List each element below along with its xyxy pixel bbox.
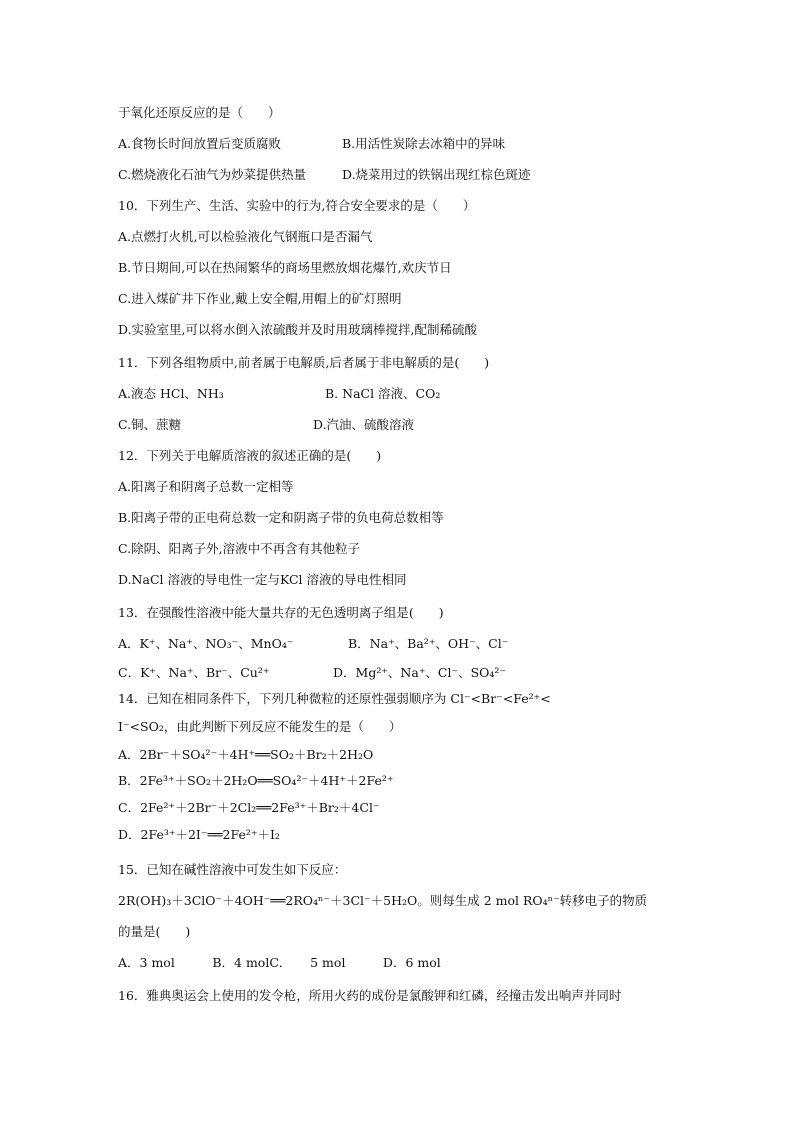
q14-option-d: D．2Fe³⁺＋2I⁻══2Fe²⁺＋I₂ <box>118 827 280 842</box>
q9-option-a: A.食物长时间放置后变质腐败 <box>118 136 282 151</box>
q11-option-a: A.液态 HCl、NH₃ <box>118 386 224 401</box>
q12-option-b: B.阳离子带的正电荷总数一定和阴离子带的负电荷总数相等 <box>118 510 444 525</box>
q15-equation-line: 2R(OH)₃＋3ClO⁻＋4OH⁻══2RO₄ⁿ⁻＋3Cl⁻＋5H₂O。则每生成 2 mol RO₄ⁿ⁻转移电子的物质 <box>118 893 648 908</box>
q15-stem-line3: 的量是( ) <box>118 924 191 939</box>
q10-stem: 10．下列生产、生活、实验中的行为,符合安全要求的是（ ） <box>118 198 476 213</box>
q9-option-b: B.用活性炭除去冰箱中的异味 <box>342 136 506 151</box>
q16-stem: 16．雅典奥运会上使用的发令枪，所用火药的成份是氯酸钾和红磷，经撞击发出响声并同时 <box>118 988 622 1003</box>
q9-option-d: D.烧菜用过的铁锅出现红棕色斑迹 <box>342 167 531 182</box>
q15-options: A．3 mol B．4 molC． 5 mol D．6 mol <box>118 955 441 970</box>
q15-stem-line1: 15．已知在碱性溶液中可发生如下反应： <box>118 862 347 877</box>
q9-stem-continuation: 于氧化还原反应的是（ ） <box>118 105 281 120</box>
q11-option-b: B. NaCl 溶液、CO₂ <box>325 386 441 401</box>
q10-option-b: B.节日期间,可以在热闹繁华的商场里燃放烟花爆竹,欢庆节日 <box>118 260 452 275</box>
q10-option-d: D.实验室里,可以将水倒入浓硫酸并及时用玻璃棒搅拌,配制稀硫酸 <box>118 322 477 337</box>
q12-option-a: A.阳离子和阴离子总数一定相等 <box>118 479 294 494</box>
q12-option-c: C.除阴、阳离子外,溶液中不再含有其他粒子 <box>118 541 361 556</box>
q13-option-d: D．Mg²⁺、Na⁺、Cl⁻、SO₄²⁻ <box>333 665 507 680</box>
q13-option-b: B．Na⁺、Ba²⁺、OH⁻、Cl⁻ <box>348 636 509 651</box>
q14-option-c: C．2Fe²⁺＋2Br⁻＋2Cl₂══2Fe³⁺＋Br₂＋4Cl⁻ <box>118 800 380 815</box>
q13-stem: 13．在强酸性溶液中能大量共存的无色透明离子组是( ) <box>118 605 444 620</box>
q11-stem: 11．下列各组物质中,前者属于电解质,后者属于非电解质的是( ) <box>118 355 490 370</box>
q13-option-c: C．K⁺、Na⁺、Br⁻、Cu²⁺ <box>118 665 270 680</box>
q13-option-a: A．K⁺、Na⁺、NO₃⁻、MnO₄⁻ <box>118 636 294 651</box>
q11-option-d: D.汽油、硫酸溶液 <box>313 417 415 432</box>
q9-option-c: C.燃烧液化石油气为炒菜提供热量 <box>118 167 307 182</box>
q10-option-a: A.点燃打火机,可以检验液化气钢瓶口是否漏气 <box>118 229 373 244</box>
q14-option-b: B．2Fe³⁺＋SO₂＋2H₂O══SO₄²⁻＋4H⁺＋2Fe²⁺ <box>118 773 394 788</box>
q14-stem-line2: I⁻<SO₂，由此判断下列反应不能发生的是（ ） <box>118 719 402 734</box>
q11-option-c: C.铜、蔗糖 <box>118 417 182 432</box>
q12-stem: 12．下列关于电解质溶液的叙述正确的是( ) <box>118 448 382 463</box>
q14-option-a: A．2Br⁻＋SO₄²⁻＋4H⁺══SO₂＋Br₂＋2H₂O <box>118 747 374 762</box>
q12-option-d: D.NaCl 溶液的导电性一定与KCl 溶液的导电性相同 <box>118 572 407 587</box>
q10-option-c: C.进入煤矿井下作业,戴上安全帽,用帽上的矿灯照明 <box>118 291 402 306</box>
q14-stem-line1: 14．已知在相同条件下，下列几种微粒的还原性强弱顺序为 Cl⁻<Br⁻<Fe²⁺< <box>118 691 551 706</box>
